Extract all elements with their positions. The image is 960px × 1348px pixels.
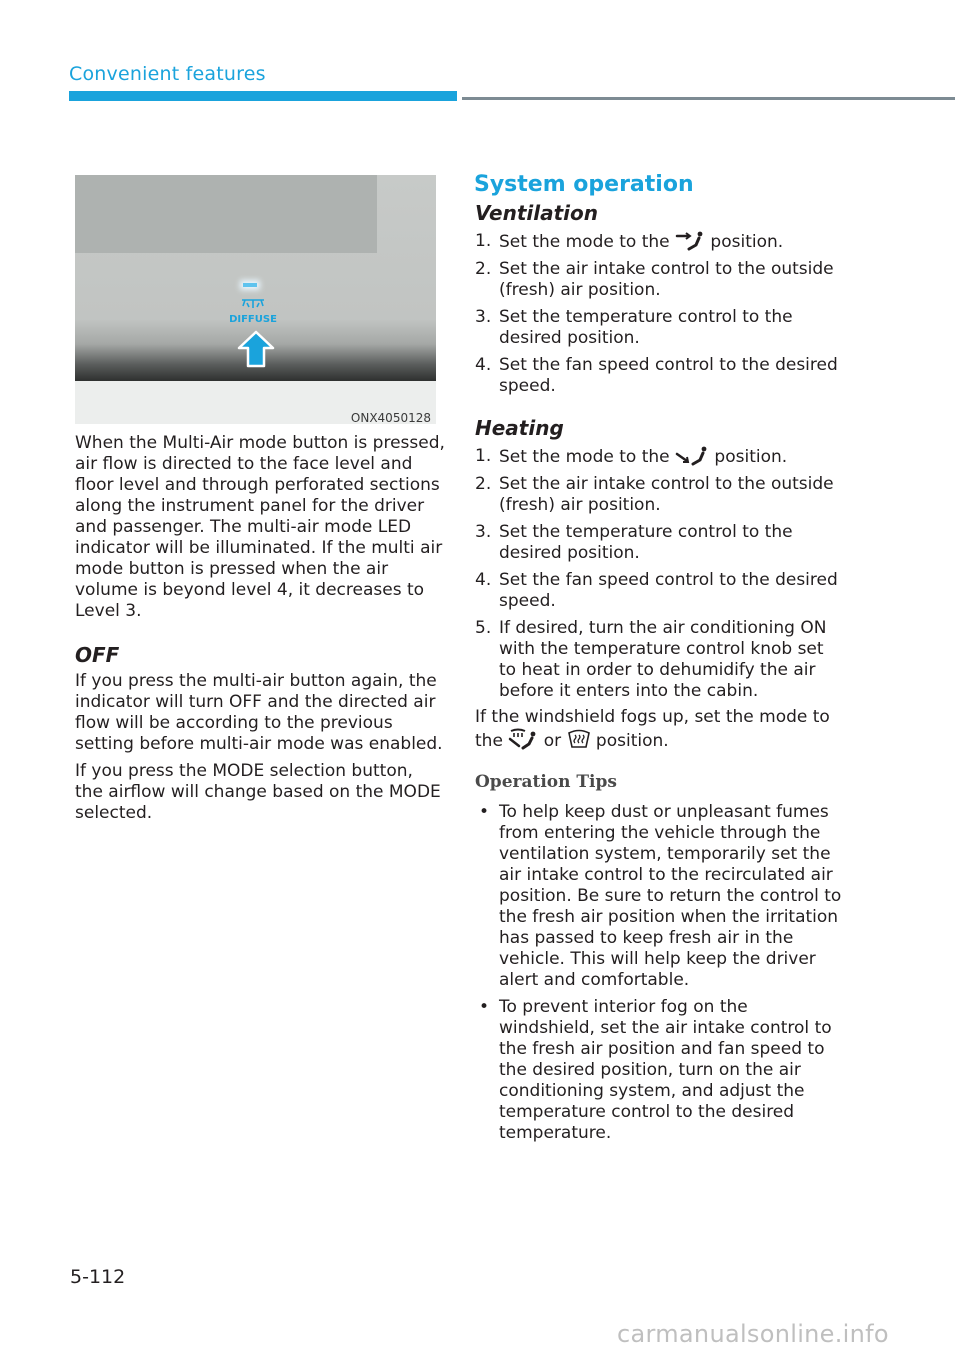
ventilation-steps [475, 231, 845, 403]
list-item: 4. Set the fan speed control to the desired speed. [475, 570, 838, 611]
intro-text: When the Multi-Air mode button is pressed, air flow is directed to the face level and floor level and through perforated sections along the instrument panel for the driver and passenger. The multi-air mode LED indicator will be illuminated. If the multi air mode button is pressed when the air volume is beyond level 4, it decreases to Level 3. [75, 433, 445, 621]
list-item: 1. Set the mode to the position. [475, 231, 784, 252]
intro-paragraph [75, 433, 445, 622]
windshield-paragraph: If the windshield fogs up, set the mode to the or position. [475, 707, 830, 751]
section-header-title: Convenient features [69, 63, 266, 85]
off-section [75, 671, 445, 824]
list-item: 3. Set the temperature control to the desired position. [475, 307, 793, 348]
led-indicator [243, 283, 257, 287]
system-operation-title: System operation [474, 172, 694, 197]
header-rule [462, 97, 955, 100]
defrost-floor-mode-icon [508, 728, 538, 750]
heating-steps [475, 446, 845, 708]
figure-code: ONX4050128 [350, 411, 431, 425]
multi-air-icon [238, 297, 268, 313]
operation-tips-list [475, 802, 845, 1150]
watermark: carmanualsonline.info [617, 1320, 889, 1348]
off-heading: OFF [75, 643, 120, 667]
list-item: 4. Set the fan speed control to the desired speed. [475, 355, 838, 396]
dashboard-photo [75, 175, 436, 381]
off-paragraph-1: If you press the multi-air button again, the indicator will turn OFF and the directed air flow will be according to the previous setting before multi-air mode was enabled. [75, 671, 443, 754]
ventilation-heading: Ventilation [475, 201, 598, 225]
display-panel [75, 175, 377, 253]
defrost-mode-icon [567, 728, 591, 750]
list-item: • To prevent interior fog on the windshield, set the air intake control to the fresh air position and fan speed to the desired position, turn on the air conditioning system, and adjust the temperature control to the desired temperature. [479, 997, 832, 1143]
list-item: 2. Set the air intake control to the outside (fresh) air position. [475, 259, 834, 300]
list-item: 3. Set the temperature control to the desired position. [475, 522, 793, 563]
header-accent-bar [69, 91, 457, 101]
list-item: 5. If desired, turn the air conditioning ON with the temperature control knob set to heat in order to dehumidify the air before it enters into the cabin. [475, 618, 827, 701]
arrow-up-icon [237, 330, 275, 370]
floor-vent-mode-icon [675, 446, 709, 466]
operation-tips-heading: Operation Tips [475, 772, 617, 792]
face-vent-mode-icon [675, 231, 705, 251]
heating-heading: Heating [475, 416, 564, 440]
list-item: • To help keep dust or unpleasant fumes from entering the vehicle through the ventilation system, temporarily set the air intake control to the recirculated air position. Be sure to return the control to the fresh air position when the irritation has passed to keep fresh air in the vehicle. This will help keep the driver alert and comfortable. [479, 802, 842, 990]
list-item: 2. Set the air intake control to the outside (fresh) air position. [475, 474, 834, 515]
list-item: 1. Set the mode to the position. [475, 446, 788, 467]
multi-air-button-figure [75, 175, 436, 424]
page-number: 5-112 [70, 1266, 126, 1288]
off-paragraph-2: If you press the MODE selection button, the airflow will change based on the MODE selected. [75, 761, 441, 823]
diffuse-label: DIFFUSE [229, 314, 277, 325]
